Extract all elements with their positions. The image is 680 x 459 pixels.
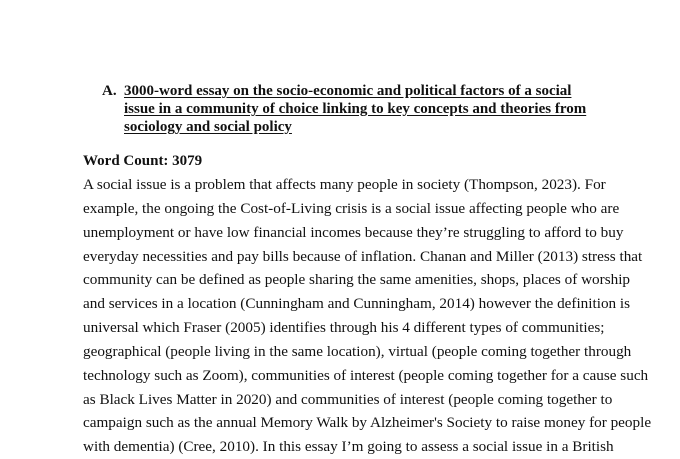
body-line-1: A social issue is a problem that affects many people in society (Thompson, 2023). For <box>83 176 606 193</box>
body-line-8: geographical (people living in the same location), virtual (people coming together through <box>83 343 632 360</box>
body-line-3: unemployment or have low financial incomes because they’re struggling to afford to buy <box>83 224 624 241</box>
heading-title: 3000-word essay on the socio-economic and political factors of a social issue in a community of choice linking to key concepts and theories from sociology and social policy <box>124 83 587 135</box>
body-line-6: and services in a location (Cunningham and Cunningham, 2014) however the definition is <box>83 295 631 312</box>
body-line-10: as Black Lives Matter in 2020) and communities of interest (people coming together to <box>83 391 613 408</box>
body-line-5: community can be defined as people sharing the same amenities, shops, places of worship <box>83 271 631 288</box>
body-line-11: campaign such as the annual Memory Walk by Alzheimer's Society to raise money for people <box>83 414 652 431</box>
essay-heading <box>102 82 602 136</box>
word-count: Word Count: 3079 <box>83 153 203 169</box>
body-line-9: technology such as Zoom), communities of interest (people coming together for a cause such <box>83 367 649 384</box>
section-marker: A. <box>102 83 117 99</box>
body-line-2: example, the ongoing the Cost-of-Living crisis is a social issue affecting people who are <box>83 200 620 217</box>
body-line-4: everyday necessities and pay bills because of inflation. Chanan and Miller (2013) stress that <box>83 248 643 265</box>
body-line-12: with dementia) (Cree, 2010). In this essay I’m going to assess a social issue in a British <box>83 438 614 455</box>
body-line-7: universal which Fraser (2005) identifies through his 4 different types of communities; <box>83 319 605 336</box>
